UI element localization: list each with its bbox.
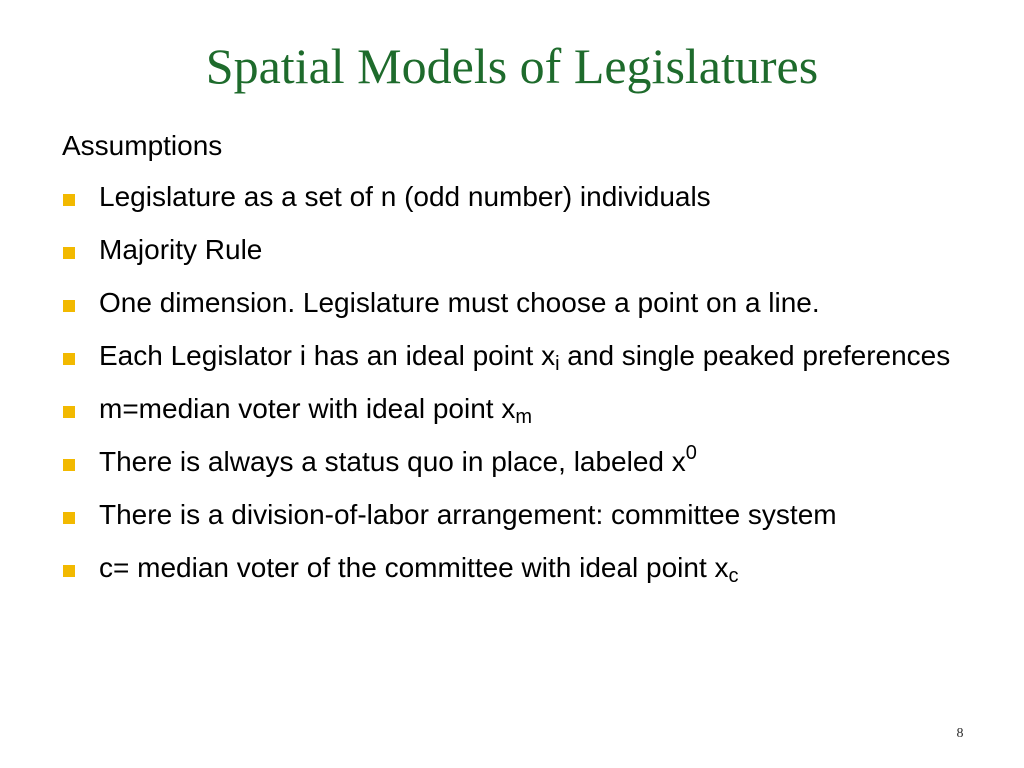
bullet-list [62,178,962,602]
bullet-text-continued: and single peaked preferences [559,340,951,371]
slide-title: Spatial Models of Legislatures [205,38,819,94]
subscript-m: m [515,406,532,428]
superscript-0: 0 [685,442,697,464]
square-bullet-icon [63,300,75,312]
bullet-item-ideal-point [62,337,962,375]
bullet-text: There is always a status quo in place, labeled x [99,446,686,477]
square-bullet-icon [63,565,75,577]
bullet-text: Majority Rule [99,234,263,265]
bullet-text: There is a division-of-labor arrangement: committee system [99,499,837,530]
bullet-item-median-voter [62,390,962,428]
subscript-i: i [555,353,560,375]
bullet-item-committee-system [62,496,962,534]
page-number: 8 [956,726,964,741]
bullet-item-one-dimension [62,284,962,322]
section-heading: Assumptions [62,130,223,161]
bullet-item-legislature [62,178,962,216]
bullet-item-majority-rule [62,231,962,269]
square-bullet-icon [63,512,75,524]
square-bullet-icon [63,406,75,418]
square-bullet-icon [63,247,75,259]
square-bullet-icon [63,353,75,365]
bullet-text: Legislature as a set of n (odd number) individuals [99,181,711,212]
bullet-text: One dimension. Legislature must choose a point on a line. [99,287,820,318]
bullet-text: Each Legislator i has an ideal point x [99,340,556,371]
square-bullet-icon [63,459,75,471]
bullet-text: c= median voter of the committee with ideal point x [99,552,729,583]
subscript-c: c [728,565,739,587]
bullet-text: m=median voter with ideal point x [99,393,516,424]
bullet-item-committee-median [62,549,962,587]
bullet-item-status-quo [62,443,962,481]
square-bullet-icon [63,194,75,206]
